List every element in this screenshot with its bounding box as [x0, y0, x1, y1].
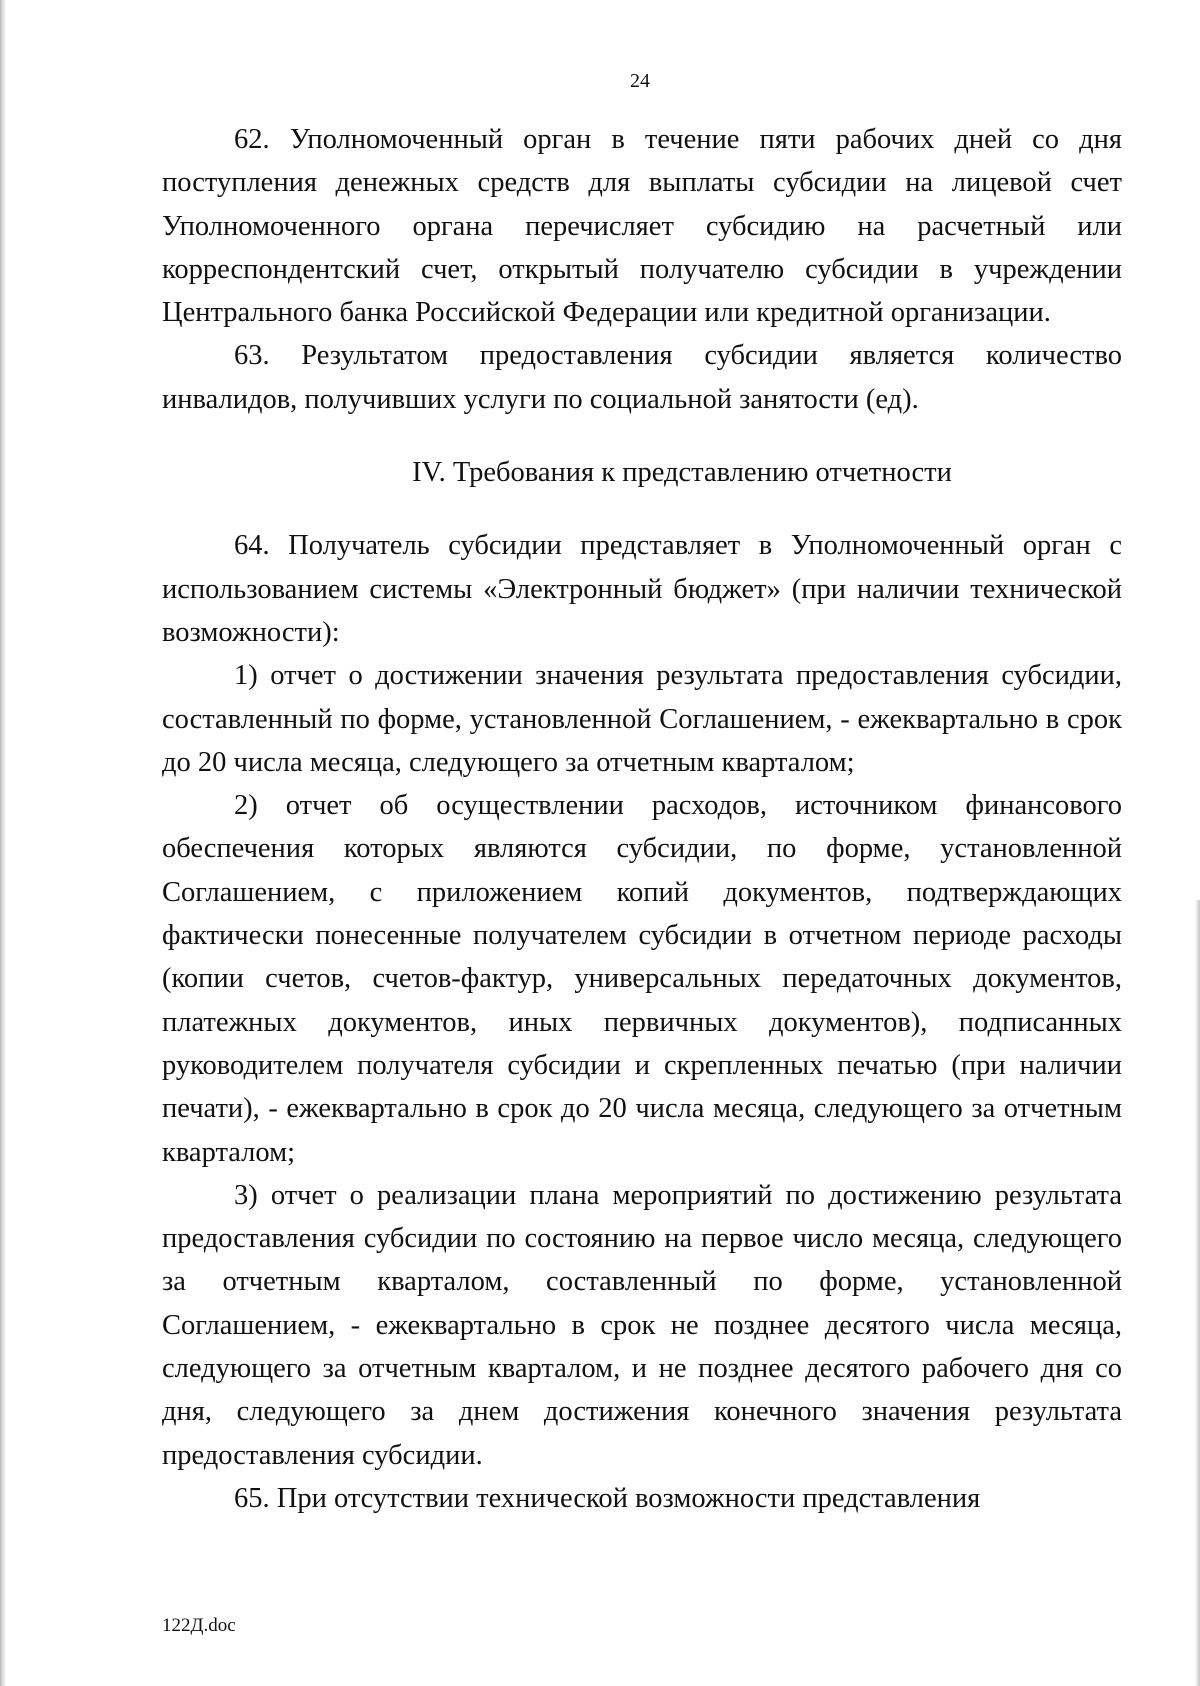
scan-edge-right — [1195, 900, 1200, 1686]
paragraph-65: 65. При отсутствии технической возможности представления — [234, 1482, 981, 1514]
list-item-3: 3) отчет о реализации плана мероприятий по достижению результата предоставления субсидии по состоянию на первое число месяца, следующего за отчетным кварталом, составленный по форме, установленной Соглашением, - ежеквартально в срок не позднее десятого числа месяца, следующего за отчетным кварталом, и не позднее десятого рабочего дня со дня, следующего за днем достижения конечного значения результата предоставления субсидии. — [162, 1179, 1122, 1471]
paragraph-63: 63. Результатом предоставления субсидии является количество инвалидов, получивших услуги по социальной занятости (ед). — [162, 340, 1122, 415]
paragraph-64: 64. Получатель субсидии представляет в Уполномоченный орган с использованием системы «Электронный бюджет» (при наличии технической возможности): — [162, 530, 1122, 648]
section-title: IV. Требования к представлению отчетности — [412, 457, 952, 489]
page-number: 24 — [630, 70, 650, 92]
list-item-2: 2) отчет об осуществлении расходов, источником финансового обеспечения которых являются субсидии, по форме, установленной Соглашением, с приложением копий документов, подтверждающих фактически понесенные получателем субсидии в отчетном периоде расходы (копии счетов, счетов-фактур, универсальных передаточных документов, платежных документов, иных первичных документов), подписанных руководителем получателя субсидии и скрепленных печатью (при наличии печати), - ежеквартально в срок до 20 числа месяца, следующего за отчетным кварталом; — [162, 790, 1122, 1168]
document-body — [162, 118, 1122, 1520]
list-item-1: 1) отчет о достижении значения результата предоставления субсидии, составленный по форме, установленной Соглашением, - ежеквартально в срок до 20 числа месяца, следующего за отчетным кварталом; — [162, 660, 1122, 778]
paragraph-62: 62. Уполномоченный орган в течение пяти рабочих дней со дня поступления денежных средств для выплаты субсидии на лицевой счет Уполномоченного органа перечисляет субсидию на расчетный или корреспондентский счет, открытый получателю субсидии в учреждении Центрального банка Российской Федерации или кредитной организации. — [162, 124, 1122, 329]
footer-filename: 122Д.doc — [162, 1615, 236, 1636]
scan-edge-left — [0, 0, 6, 1686]
